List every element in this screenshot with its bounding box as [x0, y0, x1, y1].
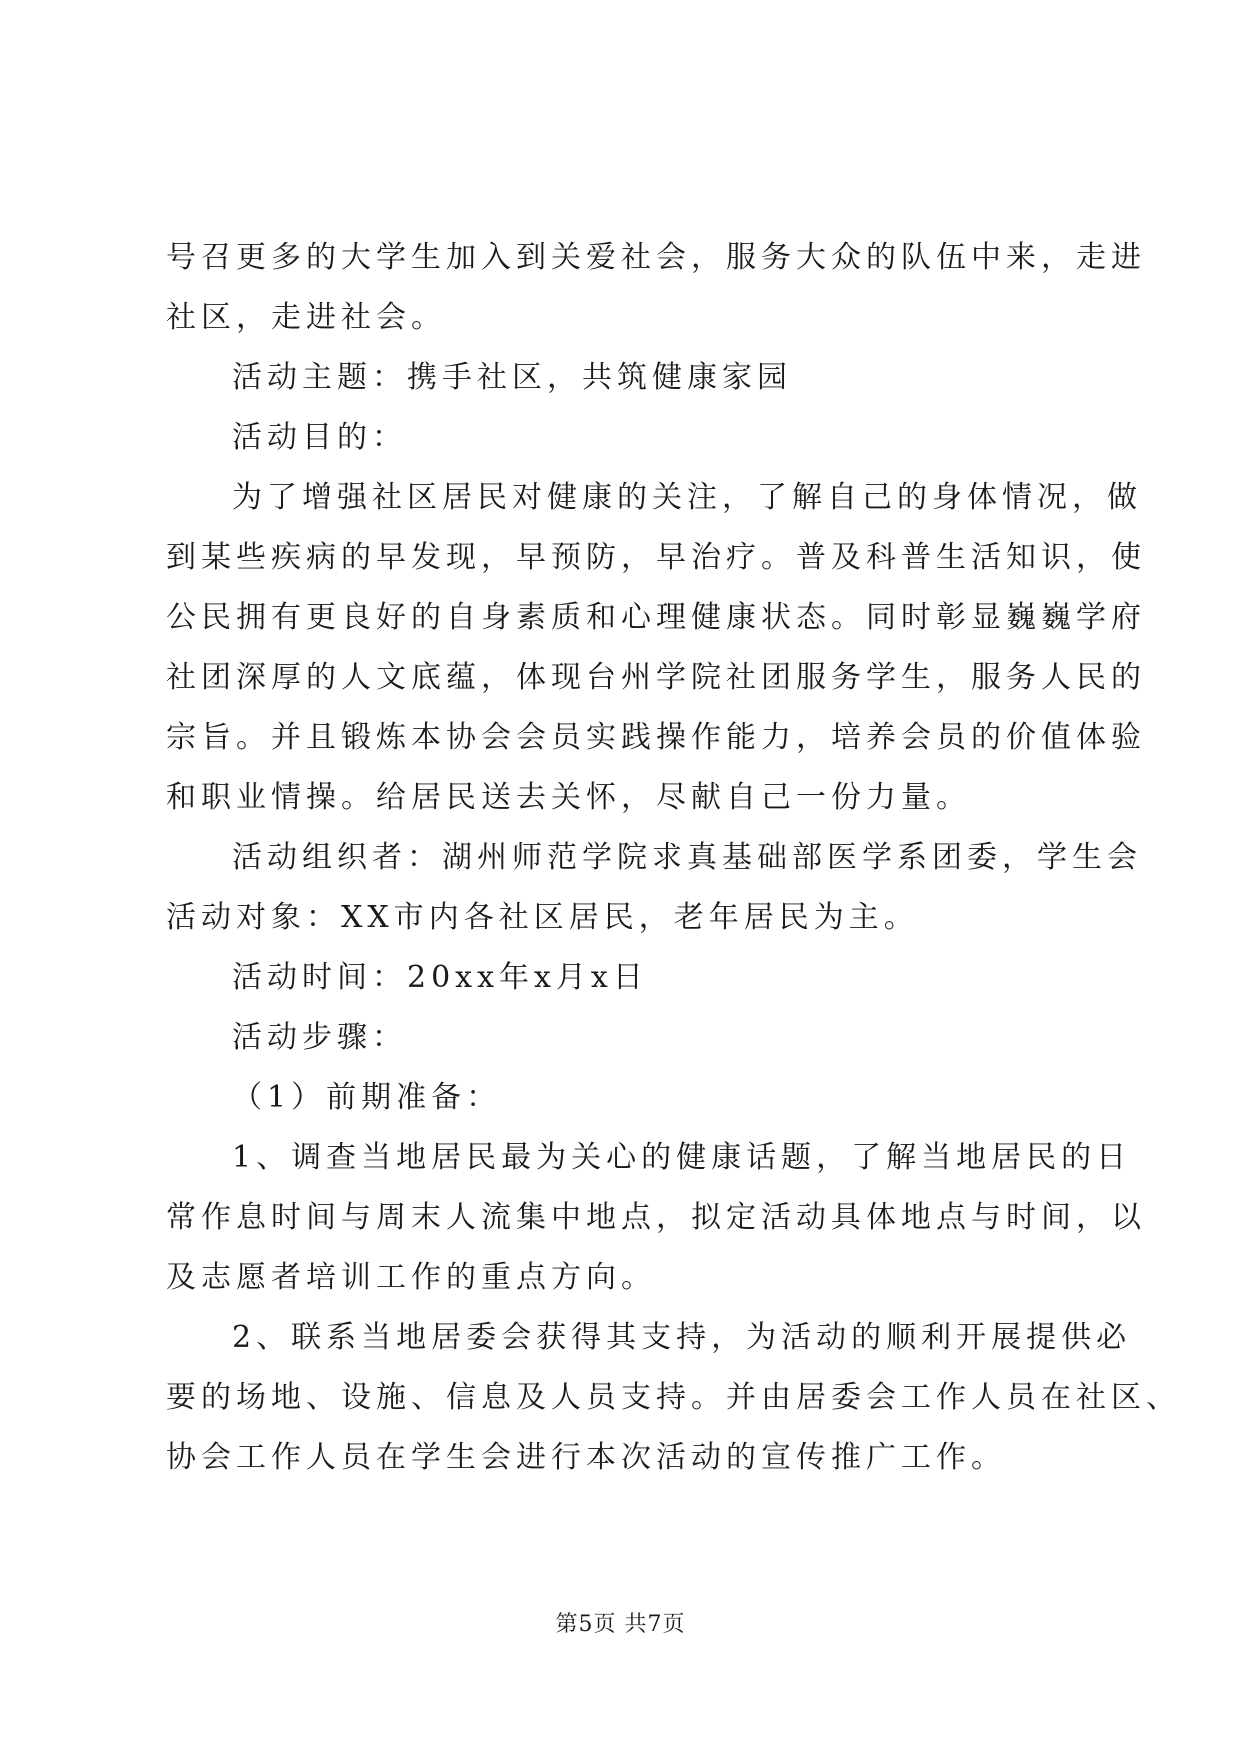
text-line-8: 社团深厚的人文底蕴，体现台州学院社团服务学生，服务人民的	[166, 660, 1146, 695]
text-line-16: 1、调查当地居民最为关心的健康话题，了解当地居民的日	[232, 1140, 1132, 1175]
text-line-1: 号召更多的大学生加入到关爱社会，服务大众的队伍中来，走进	[166, 240, 1146, 275]
text-line-2: 社区，走进社会。	[166, 300, 446, 335]
text-line-7: 公民拥有更良好的自身素质和心理健康状态。同时彰显巍巍学府	[166, 600, 1146, 635]
text-line-21: 协会工作人员在学生会进行本次活动的宣传推广工作。	[166, 1440, 1006, 1475]
activity-target-line: 活动对象：XX市内各社区居民，老年居民为主。	[166, 900, 919, 935]
text-line-19: 2、联系当地居委会获得其支持，为活动的顺利开展提供必	[232, 1320, 1132, 1355]
text-line-20: 要的场地、设施、信息及人员支持。并由居委会工作人员在社区、	[166, 1380, 1181, 1415]
text-line-10: 和职业情操。给居民送去关怀，尽献自己一份力量。	[166, 780, 971, 815]
text-line-9: 宗旨。并且锻炼本协会会员实践操作能力，培养会员的价值体验	[166, 720, 1146, 755]
preparation-heading: （1）前期准备：	[232, 1080, 502, 1115]
text-line-17: 常作息时间与周末人流集中地点，拟定活动具体地点与时间，以	[166, 1200, 1146, 1235]
text-line-18: 及志愿者培训工作的重点方向。	[166, 1260, 656, 1295]
page-number-footer: 第5页 共7页	[555, 1612, 686, 1637]
text-line-5: 为了增强社区居民对健康的关注，了解自己的身体情况，做	[232, 480, 1142, 515]
activity-time-line: 活动时间：20xx年x月x日	[232, 960, 648, 995]
activity-organizer-line: 活动组织者：湖州师范学院求真基础部医学系团委，学生会	[232, 840, 1142, 875]
activity-theme-line: 活动主题：携手社区，共筑健康家园	[232, 360, 792, 395]
activity-purpose-heading: 活动目的：	[232, 420, 407, 455]
text-line-6: 到某些疾病的早发现，早预防，早治疗。普及科普生活知识，使	[166, 540, 1146, 575]
activity-steps-heading: 活动步骤：	[232, 1020, 407, 1055]
document-body	[166, 228, 1181, 1488]
